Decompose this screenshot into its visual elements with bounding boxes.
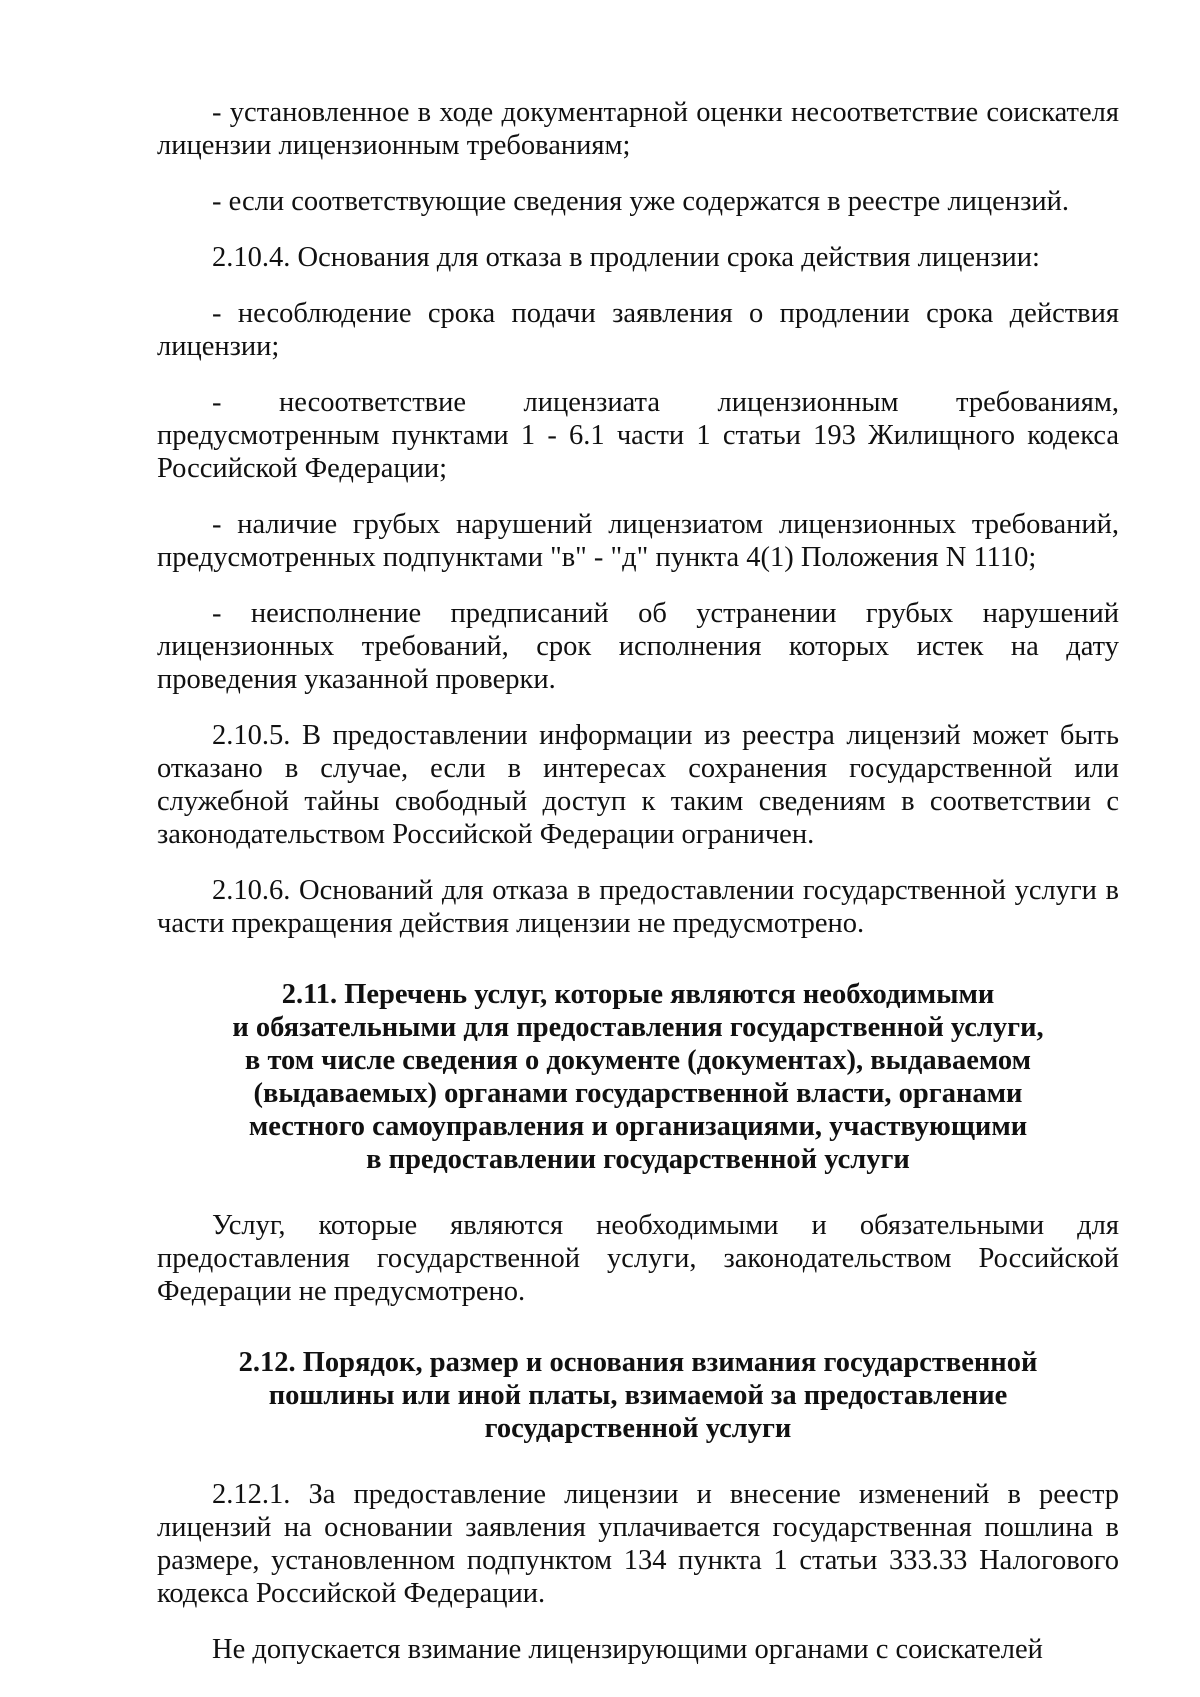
clause-2-10-4: 2.10.4. Основания для отказа в продлении срока действия лицензии: (212, 242, 1040, 273)
heading-line: (выдаваемых) органами государственной власти, органами (253, 1078, 1023, 1109)
heading-line: в том числе сведения о документе (документах), выдаваемом (244, 1045, 1032, 1076)
bullet-noncompliance-documentary: - установленное в ходе документарной оценки несоответствие соискателя лицензии лицензионным требованиям; (157, 97, 1119, 161)
clause-2-12-1: 2.12.1. За предоставление лицензии и внесение изменений в реестр лицензий на основании заявления уплачивается государственная пошлина в размере, установленном подпунктом 134 пункта 1 статьи 333.33 Налогового кодекса Российской Федерации. (157, 1479, 1119, 1609)
paragraph-fee-prohibition: Не допускается взимание лицензирующими органами с соискателей (212, 1634, 1043, 1665)
bullet-unfulfilled-orders: - неисполнение предписаний об устранении грубых нарушений лицензионных требований, срок исполнения которых истек на дату проведения указанной проверки. (157, 598, 1119, 695)
heading-line: 2.11. Перечень услуг, которые являются необходимыми (281, 979, 995, 1010)
heading-line: и обязательными для предоставления государственной услуги, (232, 1012, 1044, 1043)
bullet-missed-deadline: - несоблюдение срока подачи заявления о продлении срока действия лицензии; (157, 298, 1119, 362)
section-heading-2-12 (157, 1346, 1119, 1445)
bullet-already-in-registry: - если соответствующие сведения уже содержатся в реестре лицензий. (212, 186, 1069, 217)
heading-line: пошлины или иной платы, взимаемой за предоставление (268, 1380, 1008, 1411)
clause-2-10-5: 2.10.5. В предоставлении информации из реестра лицензий может быть отказано в случае, если в интересах сохранения государственной или служебной тайны свободный доступ к таким сведениям в соответствии с законодательством Российской Федерации ограничен. (157, 720, 1119, 850)
bullet-licensee-noncompliance: - несоответствие лицензиата лицензионным требованиям, предусмотренным пунктами 1 - 6.1 части 1 статьи 193 Жилищного кодекса Российской Федерации; (157, 387, 1119, 484)
heading-line: государственной услуги (484, 1413, 792, 1444)
heading-line: 2.12. Порядок, размер и основания взимания государственной (238, 1347, 1038, 1378)
document-page (157, 96, 1119, 1666)
heading-line: местного самоуправления и организациями, участвующими (248, 1111, 1028, 1142)
bullet-gross-violations: - наличие грубых нарушений лицензиатом лицензионных требований, предусмотренных подпунктами "в" - "д" пункта 4(1) Положения N 1110; (157, 509, 1119, 573)
section-heading-2-11 (157, 978, 1119, 1176)
clause-2-10-6: 2.10.6. Оснований для отказа в предоставлении государственной услуги в части прекращения действия лицензии не предусмотрено. (157, 875, 1119, 939)
paragraph-2-11-body: Услуг, которые являются необходимыми и обязательными для предоставления государственной услуги, законодательством Российской Федерации не предусмотрено. (157, 1210, 1119, 1307)
heading-line: в предоставлении государственной услуги (366, 1144, 910, 1175)
